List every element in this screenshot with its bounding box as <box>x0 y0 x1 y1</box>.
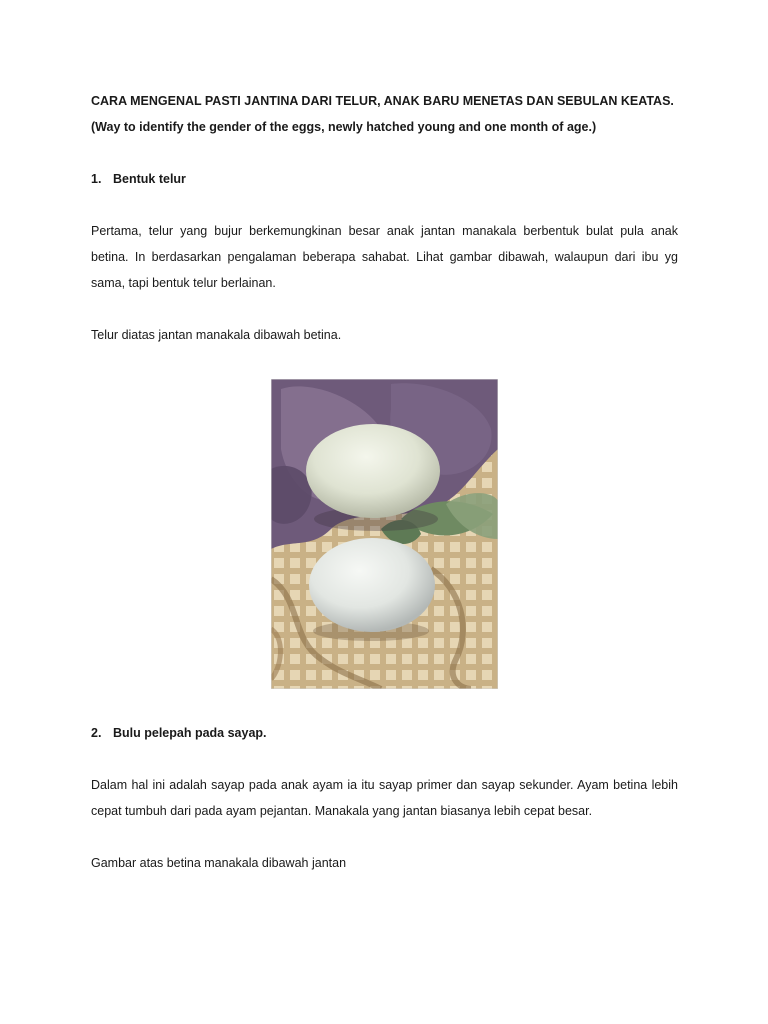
bottom-egg <box>309 538 435 632</box>
section-2-caption: Gambar atas betina manakala dibawah jantan <box>91 856 347 870</box>
section-2-number: 2. <box>91 726 102 740</box>
document-title: CARA MENGENAL PASTI JANTINA DARI TELUR, ANAK BARU MENETAS DAN SEBULAN KEATAS. <box>91 94 674 108</box>
section-2-heading <box>91 720 678 746</box>
section-1-para-line-1: Pertama, telur yang bujur berkemungkinan besar anak jantan manakala berbentuk bulat pula anak <box>91 224 678 238</box>
eggs-photo <box>271 379 498 689</box>
section-1-heading-text: Bentuk telur <box>113 172 186 186</box>
section-1-caption: Telur diatas jantan manakala dibawah betina. <box>91 328 342 342</box>
document-subtitle: (Way to identify the gender of the eggs, newly hatched young and one month of age.) <box>91 120 597 134</box>
section-2-para-line-1: Dalam hal ini adalah sayap pada anak ayam ia itu sayap primer dan sayap sekunder. Ayam betina lebih <box>91 778 678 792</box>
section-1-heading <box>91 166 678 192</box>
section-2-para-line-2: cepat tumbuh dari pada ayam pejantan. Manakala yang jantan biasanya lebih cepat besar. <box>91 804 593 818</box>
section-1-number: 1. <box>91 172 102 186</box>
section-2-heading-text: Bulu pelepah pada sayap. <box>113 726 267 740</box>
section-1-para-line-3: sama, tapi bentuk telur berlainan. <box>91 276 276 290</box>
section-1-para-line-2: betina. In berdasarkan pengalaman beberapa sahabat. Lihat gambar dibawah, walaupun dari ibu yg <box>91 250 678 264</box>
top-egg <box>306 424 440 518</box>
